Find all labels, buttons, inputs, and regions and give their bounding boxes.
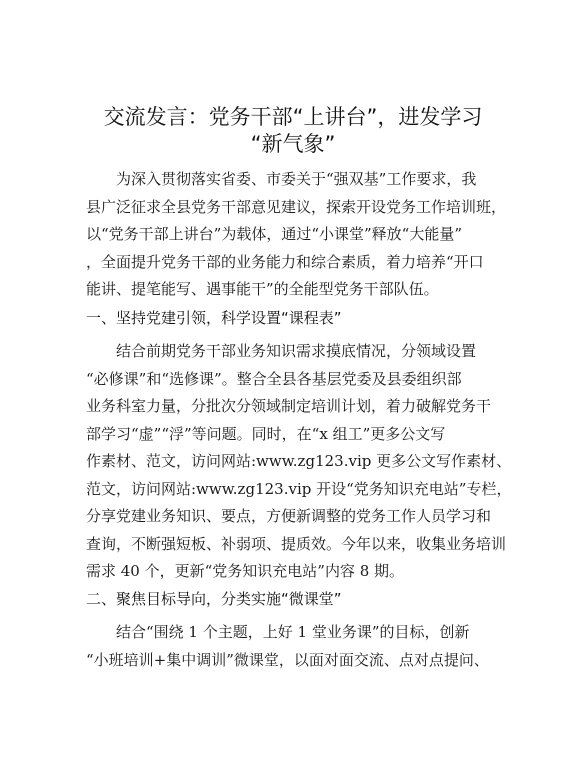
section-heading-2: 二、聚焦目标导向，分类实施“微课堂” [86, 590, 342, 608]
section-heading-1: 一、坚持党建引领，科学设置“课程表” [86, 309, 342, 327]
paragraph-line: 部学习“虚”“浮”等问题。同时，在“x 组工”更多公文写 [86, 424, 446, 443]
paragraph-3 [86, 619, 516, 674]
document-title-line1: 交流发言：党务干部“上讲台”，进发学习 [103, 105, 483, 129]
paragraph-line: 结合前期党务干部业务知识需求摸底情况，分领域设置 [116, 342, 477, 360]
paragraph-line: 分享党建业务知识、要点，方便新调整的党务工作人员学习和 [86, 507, 492, 525]
paragraph-line: 作素材、范文，访问网站:www.zg123.vip 更多公文写作素材、 [86, 452, 512, 470]
document-title-line2: “新气象” [250, 132, 336, 156]
paragraph-line: “必修课”和“选修课”。整合全县各基层党委及县委组织部 [86, 369, 462, 388]
paragraph-line: 查询，不断强短板、补弱项、提质效。今年以来，收集业务培训 [86, 534, 507, 553]
paragraph-line: ，全面提升党务干部的业务能力和综合素质，着力培养“开口 [86, 252, 484, 271]
paragraph-line: “小班培训+集中调训”微课堂，以面对面交流、点对点提问、 [86, 650, 489, 669]
paragraph-2 [86, 338, 516, 586]
paragraph-1 [86, 166, 516, 304]
paragraph-line: 以“党务干部上讲台”为载体，通过“小课堂”释放“大能量” [86, 225, 463, 243]
paragraph-line: 为深入贯彻落实省委、市委关于“强双基”工作要求，我 [116, 170, 477, 188]
paragraph-line: 需求 40 个，更新“党务知识充电站”内容 8 期。 [86, 562, 405, 580]
paragraph-line: 结合“围绕 1 个主题，上好 1 堂业务课”的目标，创新 [116, 623, 470, 641]
paragraph-line: 范文，访问网站:www.zg123.vip 开设“党务知识充电站”专栏， [86, 479, 512, 498]
paragraph-line: 县广泛征求全县党务干部意见建议，探索开设党务工作培训班， [86, 197, 507, 216]
paragraph-line: 业务科室力量，分批次分领域制定培训计划，着力破解党务干 [86, 397, 492, 415]
paragraph-line: 能讲、提笔能写、遇事能干”的全能型党务干部队伍。 [86, 280, 439, 298]
